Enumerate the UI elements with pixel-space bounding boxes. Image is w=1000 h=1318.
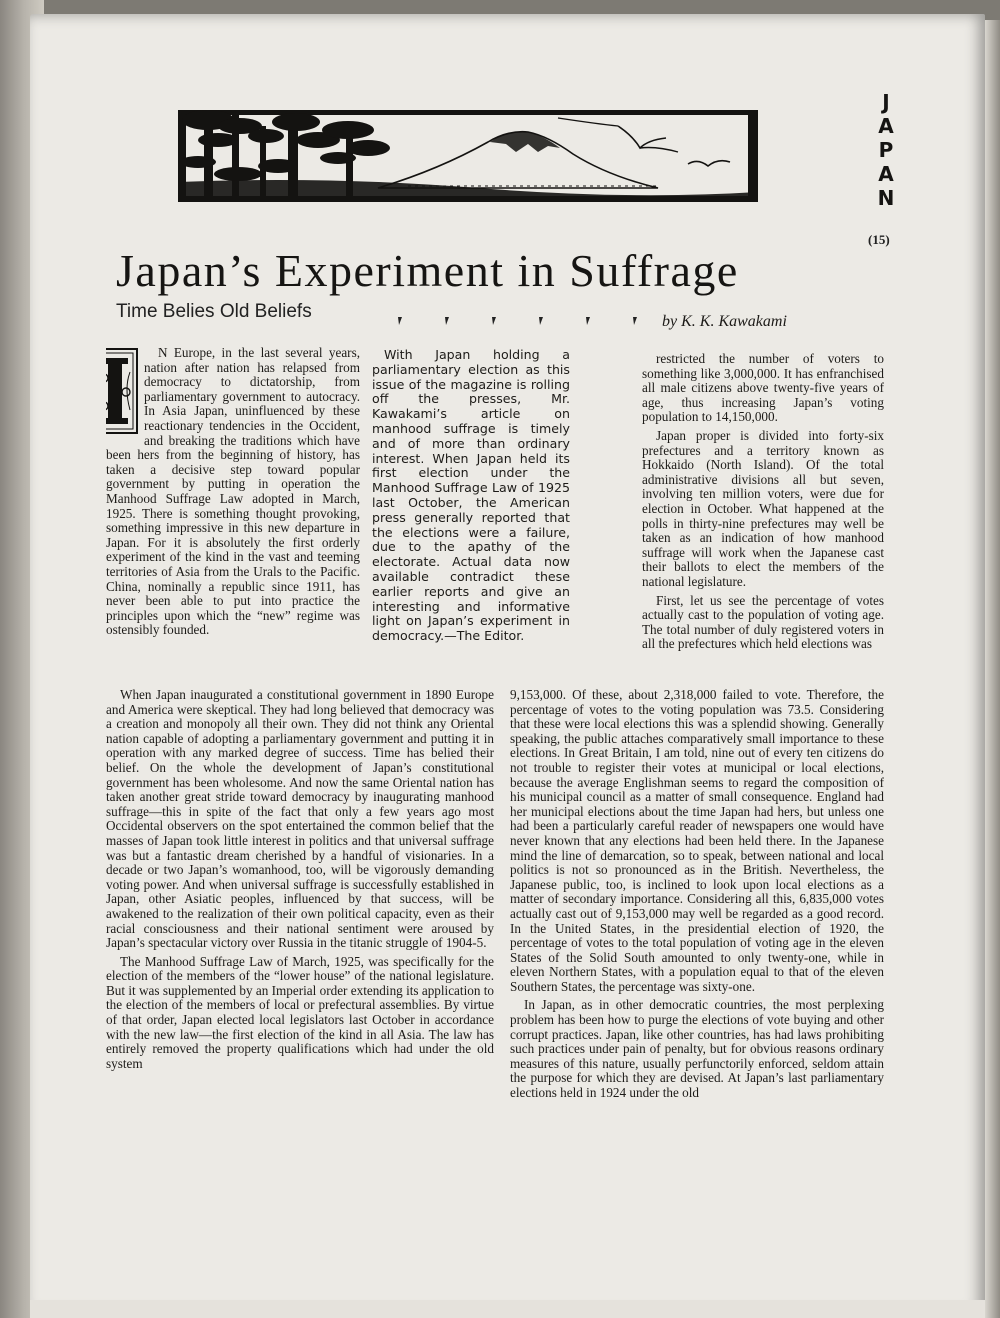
page-bottom-margin [30, 1300, 985, 1318]
article-right-lower-column [510, 688, 884, 1174]
magazine-name-letter: P [878, 138, 894, 162]
right-paragraph-3: First, let us see the percentage of votes actually cast to the population of voting age. The total number of duly registered voters in all the prefectures which held elections was [642, 592, 884, 652]
right-lower-paragraph-2: In Japan, as in other democratic countries, the most perplexing problem has been how to purge the elections of vote buying and other corrupt practices. Japan, like other countries, has had laws prohibiting such practices under pain of penalty, but for obvious reasons ordinary measures of this nature, usually perfunctorily enforced, seldom attain the purpose for which they are devised. At Japan’s last parliamentary elections held in 1924 under the old [510, 997, 884, 1101]
article-right-top-column [642, 352, 884, 688]
article-title: Japan’s Experiment in Suffrage [116, 245, 739, 296]
right-lower-paragraph-1: 9,153,000. Of these, about 2,318,000 failed to vote. Therefore, the percentage of votes to the voting population was 73.5. Considering that these were local elections this was a splendid showing. Generally speaking, the public attaches comparatively small importance to these elections. In Great Britain, I am told, nine out of every ten citizens do not trouble to register their votes at municipal or local elections, because the average Englishman seems to regard the composition of his municipal council as a matter of small consequence. England had her municipal elections about the time Japan had hers, but unless one had been a particularly careful reader of newspapers one would have never known that any elections had been held there. In the Japanese mind the line of demarcation, so to speak, between national and local politics is not so pronounced as in the British. Nevertheless, the Japanese public, too, is inclined to look upon local elections as a matter of secondary importance. Considering all this, 6,835,000 votes actually cast out of 9,153,000 may well be regarded as a good record. In the United States, in the presidential election of 1920, the percentage of votes to the total population of voting age in the eleven States of the Solid South amounted to only twenty-one, while in eleven Northern States, with a population equal to that of the eleven Southern States, the percentage was sixty-one. [510, 688, 884, 994]
editor-note: With Japan holding a parliamentary election as this issue of the magazine is rolling off the presses, Mr. Kawakami’s article on manhood suffrage is timely and of more than ordinary interest. When Japan held its first election under the Manhood Suffrage Law of 1925 last October, the American press generally reported that the elections were a failure, due to the apathy of the electorate. Actual data now available contradict these earlier reports and give an interesting and informative light on Japan’s experiment in democracy.—The Editor. [372, 347, 570, 644]
ornament-divider [372, 314, 662, 328]
article-subtitle: Time Belies Old Beliefs [116, 301, 312, 322]
magazine-name-letter: A [878, 114, 894, 138]
left-paragraph-3: The Manhood Suffrage Law of March, 1925, was specifically for the election of the members of the “lower house” of the national legislature. But it was supplemented by an Imperial order extending its application to the election of the members of local or prefectural assemblies. By virtue of that order, Japan elected local legislators last October in accordance with the new law—the first election of the kind in all Asia. The law has entirely removed the property qualifications which had under the old system [106, 953, 494, 1071]
article-left-lower-column [106, 688, 494, 1188]
intro-paragraph [106, 346, 360, 638]
magazine-name-letter: N [877, 186, 895, 210]
header-illustration [178, 96, 758, 208]
right-paragraph-2: Japan proper is divided into forty-six prefectures and a territory known as Hokkaido (North Island). Of the total administrative divisions all but seven, involving ten million voters, were due for election in October. What happened at the polls in thirty-nine prefectures may well be taken as an indication of how manhood suffrage will work when the Japanese cast their ballots to elect the members of the national legislature. [642, 427, 884, 589]
intro-text: N Europe, in the last several years, nation after nation has relapsed from democracy to dictatorship, from parliamentary government to autocracy. In Asia Japan, uninfluenced by these reactionary tendencies in the Occident, and breaking the traditions which have been hers from the beginning of history, has taken a decisive step toward popular government by putting in operation the Manhood Suffrage Law adopted in March, 1925. There is something thought provoking, something impressive in this new departure in Japan. For it is absolutely the first orderly experiment of the kind in the vast and teeming territories of Asia from the Urals to the Pacific. China, nominally a republic since 1911, has never been able to put into practice the principles upon which the “new” regime was ostensibly founded. [106, 346, 360, 638]
article-intro-column [106, 346, 360, 688]
right-paragraph-1: restricted the number of voters to something like 3,000,000. It has enfranchised all male citizens above twenty-five years of age, thus increasing Japan’s voting population to 14,150,000. [642, 352, 884, 425]
page-edge [985, 20, 1000, 1318]
magazine-name-letter: J [882, 90, 890, 114]
magazine-name-letter: A [878, 162, 894, 186]
dropcap-letter-i [106, 348, 138, 434]
magazine-name-vertical [872, 90, 900, 210]
article-byline: by K. K. Kawakami [662, 313, 787, 330]
left-paragraph-2: When Japan inaugurated a constitutional government in 1890 Europe and America were skeptical. They had long believed that democracy was a creation and monopoly all their own. They did not think any Oriental nation capable of adopting a parliamentary government and putting it in operation with any marked degree of success. Time has belied their belief. On the whole the development of Japan’s constitutional government has been wholesome. And now the same Oriental nation has taken another great stride toward democracy by inaugurating manhood suffrage—this in spite of the fact that only a few years ago most Occidental observers on the spot entertained the common belief that the masses of Japan took little interest in politics and that universal suffrage was but a fantastic dream cherished by a handful of visionaries. In a decade or two Japan’s womanhood, too, will be vigorously demanding voting power. And when universal suffrage is successfully established in Japan, other Asiatic peoples, influenced by that success, will be awakened to the realization of their own political capacity, even as their racial consciousness and their national sentiment were aroused by Japan’s spectacular victory over Russia in the titanic struggle of 1904-5. [106, 688, 494, 951]
page-number: (15) [868, 232, 890, 247]
